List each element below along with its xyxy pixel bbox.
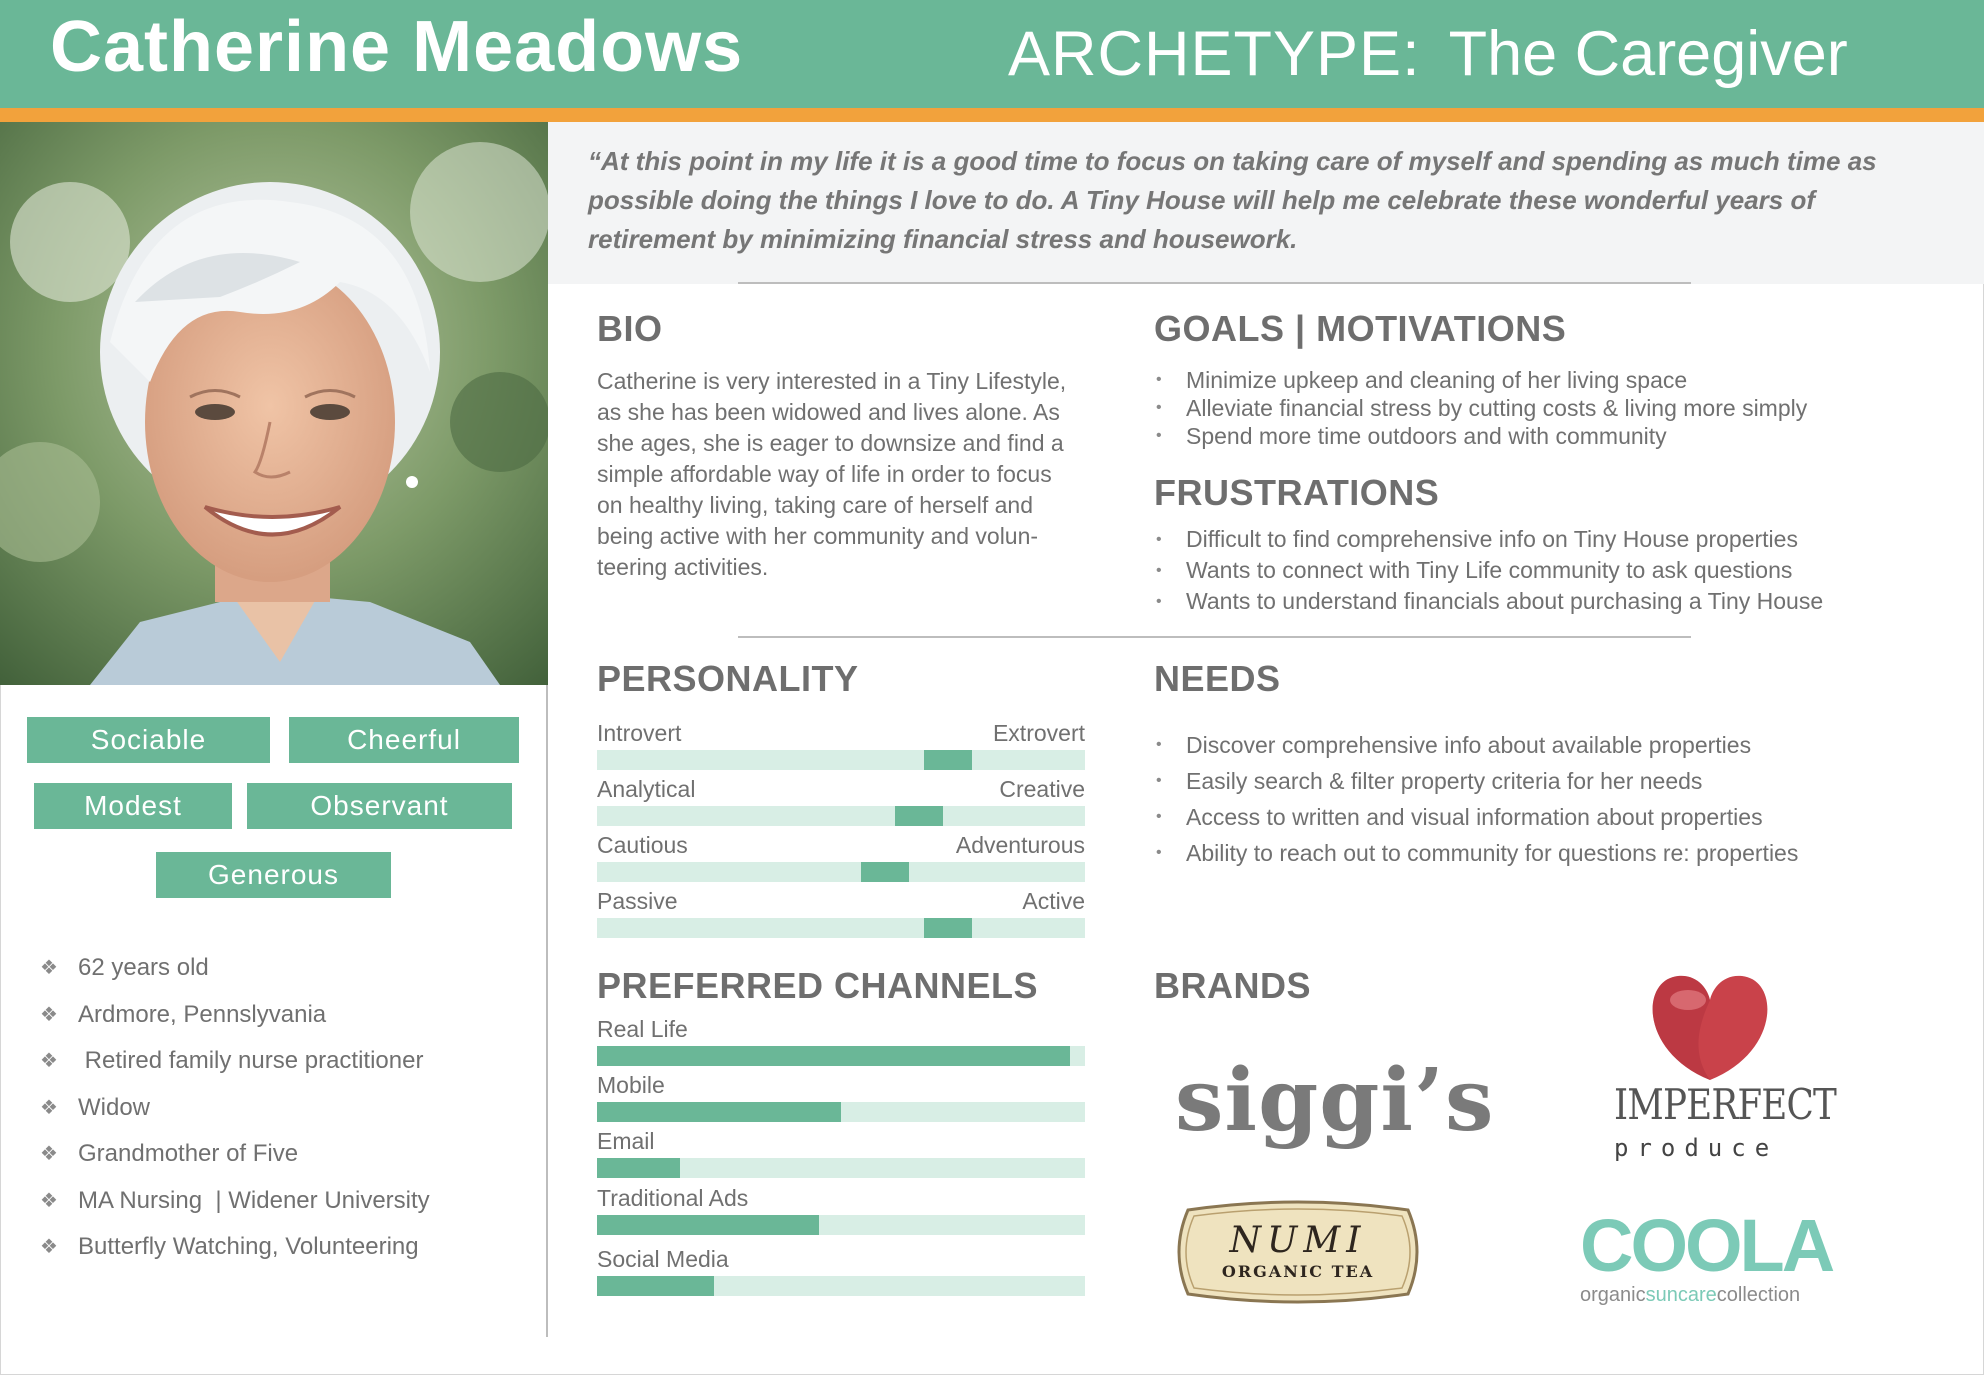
channel-fill <box>597 1158 680 1178</box>
frustrations-heading: FRUSTRATIONS <box>1154 472 1440 513</box>
frustration-item: • Wants to connect with Tiny Life community to ask questions <box>1154 555 1823 586</box>
bio-text: Catherine is very interested in a Tiny Lifestyle, as she has been widowed and lives alone. As she ages, she is eager to downsize and find a simple affordable way of life in order to focus on healthy living, taking care of herself and being active with her community and volun-teering activities. <box>597 368 1067 580</box>
channel-social-media <box>597 1246 1085 1276</box>
diamond-bullet-icon: ❖ <box>40 1096 58 1119</box>
channel-track <box>597 1158 1085 1178</box>
trait-marker <box>895 806 943 826</box>
diamond-bullet-icon: ❖ <box>40 1236 58 1258</box>
trait-marker <box>924 750 972 770</box>
tag-generous: Generous <box>156 852 391 898</box>
channel-traditional-ads <box>597 1185 1085 1215</box>
bio-heading: BIO <box>597 308 663 349</box>
numi-logo: NUMI ORGANIC TEA <box>1170 1200 1426 1305</box>
persona-name: Catherine Meadows <box>50 7 744 87</box>
trait-right-label: Extrovert <box>992 720 1085 746</box>
diamond-bullet-icon: ❖ <box>40 957 58 979</box>
persona-photo <box>0 122 548 685</box>
fact-item: ❖ Butterfly Watching, Volunteering <box>40 1227 430 1274</box>
needs-heading: NEEDS <box>1154 658 1281 699</box>
diamond-bullet-icon: ❖ <box>40 1003 58 1026</box>
need-item: • Discover comprehensive info about available properties <box>1154 727 1798 763</box>
goals-list <box>1154 366 1807 450</box>
frustrations-list <box>1154 524 1823 617</box>
trait-left-label: Introvert <box>597 720 682 746</box>
fact-item: ❖ Ardmore, Pennslyvania <box>40 995 430 1042</box>
trait-right-label: Creative <box>999 776 1085 802</box>
channel-label: Email <box>597 1128 655 1154</box>
imperfect-produce-logo: IMPERFECT produce <box>1600 962 1820 1172</box>
trait-track <box>597 750 1085 770</box>
trait-track <box>597 862 1085 882</box>
fact-item: ❖ Retired family nurse practitioner <box>40 1041 430 1088</box>
fact-item: ❖ Widow <box>40 1088 430 1135</box>
fact-item: ❖ MA Nursing | Widener University <box>40 1181 430 1228</box>
channels-heading: PREFERRED CHANNELS <box>597 965 1039 1006</box>
channel-fill <box>597 1276 714 1296</box>
trait-right-label: Active <box>1022 888 1085 914</box>
frustration-item: • Difficult to find comprehensive info on Tiny House properties <box>1154 524 1823 555</box>
channel-real-life <box>597 1016 1085 1046</box>
archetype-value: The Caregiver <box>1448 19 1848 89</box>
diamond-bullet-icon: ❖ <box>40 1050 58 1072</box>
goal-item: • Alleviate financial stress by cutting costs & living more simply <box>1154 394 1807 422</box>
column-divider <box>546 685 548 1337</box>
trait-left-label: Cautious <box>597 832 688 858</box>
trait-right-label: Adventurous <box>955 832 1085 858</box>
channel-track <box>597 1276 1085 1296</box>
need-item: • Access to written and visual information about properties <box>1154 799 1798 835</box>
trait-left-label: Passive <box>597 888 678 914</box>
coola-tagline: organicsuncarecollection <box>1580 1284 1801 1306</box>
channel-track <box>597 1046 1085 1066</box>
need-item: • Ability to reach out to community for questions re: properties <box>1154 835 1798 871</box>
goal-item: • Minimize upkeep and cleaning of her living space <box>1154 366 1807 394</box>
channel-track <box>597 1215 1085 1235</box>
divider-top <box>738 282 1691 284</box>
siggis-logo: siggi’s <box>1175 1050 1495 1151</box>
channel-fill <box>597 1215 819 1235</box>
tag-sociable: Sociable <box>27 717 270 763</box>
trait-passive-active <box>597 888 1085 918</box>
fact-item: ❖ Grandmother of Five <box>40 1134 430 1181</box>
channel-email <box>597 1128 1085 1158</box>
diamond-bullet-icon: ❖ <box>40 1143 58 1165</box>
heart-potato-icon <box>1600 962 1820 1082</box>
trait-marker <box>861 862 909 882</box>
personality-heading: PERSONALITY <box>597 658 859 699</box>
tag-cheerful: Cheerful <box>289 717 519 763</box>
trait-track <box>597 806 1085 826</box>
channel-label: Traditional Ads <box>597 1185 749 1211</box>
tag-observant: Observant <box>247 783 512 829</box>
channel-label: Social Media <box>597 1246 729 1272</box>
goal-item: • Spend more time outdoors and with community <box>1154 422 1807 450</box>
trait-cautious-adventurous <box>597 832 1085 862</box>
header-accent-stripe <box>0 108 1984 122</box>
tag-modest: Modest <box>34 783 232 829</box>
diamond-bullet-icon: ❖ <box>40 1189 58 1212</box>
archetype <box>1008 18 1848 90</box>
trait-analytical-creative <box>597 776 1085 806</box>
channel-track <box>597 1102 1085 1122</box>
frustration-item: • Wants to understand financials about purchasing a Tiny House <box>1154 586 1823 617</box>
persona-quote: “At this point in my life it is a good time to focus on taking care of myself and spending as much time as possible doing the things I love to do. A Tiny House will help me celebrate these wonderful years of retirement by minimizing financial stress and housework. <box>588 146 1877 254</box>
brands-heading: BRANDS <box>1154 965 1312 1006</box>
channel-fill <box>597 1102 841 1122</box>
channel-label: Real Life <box>597 1016 688 1042</box>
trait-track <box>597 918 1085 938</box>
goals-heading: GOALS | MOTIVATIONS <box>1154 308 1567 349</box>
fact-item: ❖ 62 years old <box>40 948 430 995</box>
channel-label: Mobile <box>597 1072 665 1098</box>
archetype-label: ARCHETYPE: <box>1008 19 1421 89</box>
channel-fill <box>597 1046 1070 1066</box>
needs-list <box>1154 727 1798 871</box>
facts-list <box>40 948 430 1274</box>
need-item: • Easily search & filter property criteria for her needs <box>1154 763 1798 799</box>
trait-left-label: Analytical <box>597 776 696 802</box>
coola-logo: COOLA organicsuncarecollection <box>1580 1208 1840 1307</box>
trait-marker <box>924 918 972 938</box>
divider-middle <box>738 636 1691 638</box>
trait-introvert-extrovert <box>597 720 1085 750</box>
channel-mobile <box>597 1072 1085 1102</box>
